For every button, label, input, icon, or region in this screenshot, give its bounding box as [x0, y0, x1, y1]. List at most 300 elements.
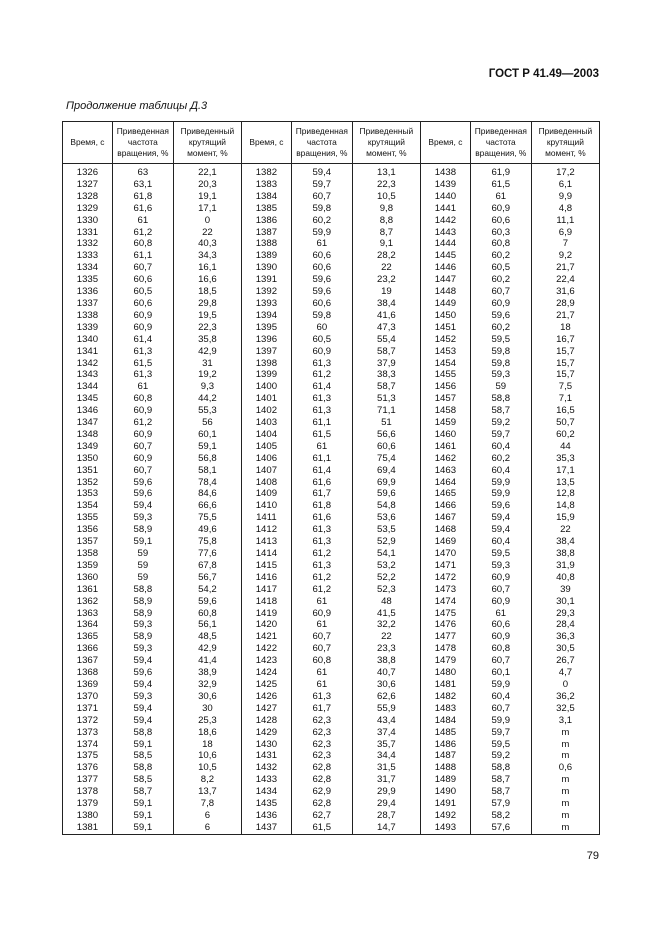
header-speed: Приведенная частота вращения, % [470, 122, 531, 164]
cell-speed: 60,4 [470, 691, 531, 703]
cell-speed: 59,8 [470, 346, 531, 358]
cell-speed: 58,9 [112, 608, 173, 620]
cell-speed: 60,3 [470, 227, 531, 239]
table-row [63, 274, 600, 286]
cell-time: 1341 [63, 346, 113, 358]
cell-torque: 6 [173, 810, 241, 822]
cell-torque: 52,3 [352, 584, 420, 596]
cell-time: 1428 [241, 715, 291, 727]
cell-speed: 59,4 [291, 164, 352, 179]
cell-time: 1406 [241, 453, 291, 465]
cell-time: 1368 [63, 667, 113, 679]
cell-torque: 41,4 [173, 655, 241, 667]
cell-torque: 7 [531, 238, 599, 250]
cell-time: 1419 [241, 608, 291, 620]
cell-speed: 60,2 [470, 322, 531, 334]
cell-speed: 58,8 [470, 393, 531, 405]
cell-torque: 40,7 [352, 667, 420, 679]
cell-speed: 59,1 [112, 810, 173, 822]
table-body [63, 164, 600, 835]
cell-time: 1349 [63, 441, 113, 453]
cell-torque: 12,8 [531, 488, 599, 500]
cell-speed: 57,6 [470, 822, 531, 834]
cell-speed: 60,6 [112, 274, 173, 286]
cell-torque: 56,1 [173, 619, 241, 631]
cell-speed: 62,3 [291, 715, 352, 727]
cell-torque: 60,2 [531, 429, 599, 441]
table-row [63, 465, 600, 477]
cell-torque: 58,7 [352, 346, 420, 358]
cell-speed: 60,4 [470, 465, 531, 477]
cell-speed: 60,6 [470, 215, 531, 227]
cell-torque: 28,2 [352, 250, 420, 262]
cell-torque: 20,3 [173, 179, 241, 191]
cell-time: 1332 [63, 238, 113, 250]
cell-speed: 60,2 [470, 274, 531, 286]
cell-time: 1346 [63, 405, 113, 417]
cell-time: 1337 [63, 298, 113, 310]
cell-speed: 61,7 [291, 488, 352, 500]
cell-torque: 35,8 [173, 334, 241, 346]
cell-speed: 58,8 [112, 584, 173, 596]
cell-torque: 15,7 [531, 369, 599, 381]
cell-speed: 58,8 [112, 762, 173, 774]
cell-time: 1417 [241, 584, 291, 596]
cell-time: 1423 [241, 655, 291, 667]
cell-speed: 60,6 [291, 298, 352, 310]
cell-speed: 60,7 [112, 262, 173, 274]
cell-time: 1357 [63, 536, 113, 548]
cell-torque: 30,5 [531, 643, 599, 655]
cell-time: 1333 [63, 250, 113, 262]
cell-time: 1482 [420, 691, 470, 703]
cell-time: 1365 [63, 631, 113, 643]
cell-time: 1351 [63, 465, 113, 477]
cell-time: 1461 [420, 441, 470, 453]
cell-speed: 59,6 [291, 274, 352, 286]
cell-speed: 61,6 [291, 477, 352, 489]
cell-time: 1327 [63, 179, 113, 191]
cell-torque: 0 [173, 215, 241, 227]
cell-time: 1433 [241, 774, 291, 786]
cell-speed: 61,5 [291, 429, 352, 441]
cell-speed: 59,6 [112, 667, 173, 679]
table-row [63, 441, 600, 453]
cell-torque: 32,2 [352, 619, 420, 631]
cell-torque: 66,6 [173, 500, 241, 512]
cell-speed: 59,8 [291, 310, 352, 322]
cell-time: 1407 [241, 465, 291, 477]
cell-time: 1375 [63, 750, 113, 762]
header-speed: Приведенная частота вращения, % [291, 122, 352, 164]
cell-speed: 60,6 [470, 619, 531, 631]
cell-time: 1414 [241, 548, 291, 560]
cell-speed: 58,9 [112, 631, 173, 643]
cell-speed: 60,9 [112, 405, 173, 417]
cell-time: 1424 [241, 667, 291, 679]
cell-torque: 59,6 [352, 488, 420, 500]
cell-time: 1355 [63, 512, 113, 524]
cell-speed: 61,3 [291, 393, 352, 405]
cell-torque: 30,6 [352, 679, 420, 691]
cell-speed: 61,2 [112, 227, 173, 239]
cell-speed: 59,3 [112, 691, 173, 703]
cell-time: 1470 [420, 548, 470, 560]
cell-time: 1342 [63, 358, 113, 370]
cell-speed: 60,7 [291, 643, 352, 655]
cell-torque: 25,3 [173, 715, 241, 727]
cell-torque: 18,5 [173, 286, 241, 298]
cell-speed: 62,7 [291, 810, 352, 822]
cell-speed: 59,4 [470, 512, 531, 524]
cell-time: 1451 [420, 322, 470, 334]
cell-time: 1348 [63, 429, 113, 441]
cell-torque: 53,2 [352, 560, 420, 572]
cell-torque: 28,9 [531, 298, 599, 310]
cell-torque: 6,1 [531, 179, 599, 191]
table-row [63, 286, 600, 298]
cell-speed: 60,9 [470, 572, 531, 584]
cell-speed: 60,9 [112, 453, 173, 465]
cell-torque: 40,8 [531, 572, 599, 584]
table-row [63, 810, 600, 822]
table-row [63, 560, 600, 572]
cell-torque: 23,2 [352, 274, 420, 286]
table-row [63, 334, 600, 346]
cell-torque: 9,8 [352, 203, 420, 215]
cell-speed: 58,7 [112, 786, 173, 798]
cell-speed: 58,7 [470, 774, 531, 786]
cell-speed: 61,5 [112, 358, 173, 370]
cell-time: 1484 [420, 715, 470, 727]
cell-time: 1353 [63, 488, 113, 500]
cell-torque: 53,5 [352, 524, 420, 536]
cell-torque: 51,3 [352, 393, 420, 405]
table-row [63, 429, 600, 441]
cell-torque: 22 [352, 262, 420, 274]
cell-speed: 59,3 [112, 512, 173, 524]
cell-time: 1483 [420, 703, 470, 715]
cell-time: 1396 [241, 334, 291, 346]
table-row [63, 572, 600, 584]
cell-time: 1473 [420, 584, 470, 596]
cell-speed: 61,1 [291, 417, 352, 429]
cell-speed: 61,3 [112, 369, 173, 381]
cell-torque: 43,4 [352, 715, 420, 727]
header-time: Время, с [420, 122, 470, 164]
cell-torque: 29,8 [173, 298, 241, 310]
cell-speed: 61 [470, 608, 531, 620]
cell-time: 1448 [420, 286, 470, 298]
cell-torque: 69,4 [352, 465, 420, 477]
cell-time: 1387 [241, 227, 291, 239]
cell-time: 1456 [420, 381, 470, 393]
cell-time: 1412 [241, 524, 291, 536]
cell-torque: 39 [531, 584, 599, 596]
cell-time: 1352 [63, 477, 113, 489]
cell-speed: 61,4 [291, 465, 352, 477]
cell-speed: 62,9 [291, 786, 352, 798]
cell-speed: 59,6 [112, 477, 173, 489]
cell-torque: 75,4 [352, 453, 420, 465]
cell-speed: 61,5 [470, 179, 531, 191]
cell-torque: 8,2 [173, 774, 241, 786]
cell-speed: 59,3 [470, 369, 531, 381]
cell-speed: 61,2 [291, 584, 352, 596]
cell-speed: 63 [112, 164, 173, 179]
cell-time: 1340 [63, 334, 113, 346]
cell-torque: 55,9 [352, 703, 420, 715]
cell-speed: 60,8 [291, 655, 352, 667]
cell-speed: 58,9 [112, 524, 173, 536]
cell-speed: 61,3 [291, 691, 352, 703]
cell-speed: 58,8 [112, 727, 173, 739]
cell-speed: 59 [112, 572, 173, 584]
cell-torque: m [531, 786, 599, 798]
cell-speed: 60,2 [291, 215, 352, 227]
cell-torque: 55,3 [173, 405, 241, 417]
table-row [63, 191, 600, 203]
cell-time: 1476 [420, 619, 470, 631]
table-row [63, 619, 600, 631]
cell-speed: 60,7 [470, 655, 531, 667]
cell-time: 1421 [241, 631, 291, 643]
table-row [63, 608, 600, 620]
table-row [63, 164, 600, 179]
cell-speed: 59,2 [470, 750, 531, 762]
cell-time: 1455 [420, 369, 470, 381]
cell-speed: 58,7 [470, 786, 531, 798]
cell-torque: 7,8 [173, 798, 241, 810]
cell-speed: 60,4 [470, 536, 531, 548]
cell-torque: 38,4 [352, 298, 420, 310]
cell-torque: 15,7 [531, 358, 599, 370]
cell-time: 1488 [420, 762, 470, 774]
cell-speed: 59,3 [112, 643, 173, 655]
cell-speed: 60,9 [470, 203, 531, 215]
standard-header: ГОСТ Р 41.49—2003 [488, 68, 599, 80]
cell-time: 1462 [420, 453, 470, 465]
cell-speed: 61,6 [112, 203, 173, 215]
cell-speed: 59,9 [470, 488, 531, 500]
table-row [63, 798, 600, 810]
cell-speed: 60 [291, 322, 352, 334]
cell-torque: 29,9 [352, 786, 420, 798]
cell-time: 1411 [241, 512, 291, 524]
cell-time: 1393 [241, 298, 291, 310]
cell-torque: 29,3 [531, 608, 599, 620]
cell-torque: 62,6 [352, 691, 420, 703]
cell-speed: 57,9 [470, 798, 531, 810]
header-time: Время, с [63, 122, 113, 164]
cell-torque: 8,7 [352, 227, 420, 239]
cell-time: 1460 [420, 429, 470, 441]
cell-torque: 44 [531, 441, 599, 453]
cell-speed: 61 [112, 215, 173, 227]
cell-torque: 30 [173, 703, 241, 715]
cell-time: 1395 [241, 322, 291, 334]
cell-speed: 59,9 [470, 715, 531, 727]
cell-speed: 59,6 [470, 310, 531, 322]
cell-torque: 56,6 [352, 429, 420, 441]
cell-time: 1363 [63, 608, 113, 620]
cell-speed: 60,8 [470, 238, 531, 250]
cell-speed: 61,4 [291, 381, 352, 393]
cell-speed: 59,3 [112, 619, 173, 631]
cell-speed: 60,7 [291, 631, 352, 643]
cell-torque: 35,3 [531, 453, 599, 465]
cell-speed: 59 [470, 381, 531, 393]
cell-speed: 59,8 [291, 203, 352, 215]
cell-torque: 36,2 [531, 691, 599, 703]
cell-time: 1471 [420, 560, 470, 572]
cell-torque: 38,8 [352, 655, 420, 667]
cell-torque: 35,7 [352, 739, 420, 751]
cell-speed: 60,4 [470, 441, 531, 453]
table-row [63, 679, 600, 691]
cell-torque: m [531, 727, 599, 739]
cell-time: 1493 [420, 822, 470, 834]
cell-time: 1410 [241, 500, 291, 512]
header-torque: Приведенный крутящий момент, % [173, 122, 241, 164]
cell-time: 1364 [63, 619, 113, 631]
table-row [63, 346, 600, 358]
cell-torque: 18,6 [173, 727, 241, 739]
cell-torque: 60,6 [352, 441, 420, 453]
cell-torque: 22,1 [173, 164, 241, 179]
cell-torque: 54,1 [352, 548, 420, 560]
cell-speed: 60,7 [291, 191, 352, 203]
table-row [63, 179, 600, 191]
cell-speed: 60,6 [112, 298, 173, 310]
cell-speed: 59,9 [291, 227, 352, 239]
cell-torque: 58,7 [352, 381, 420, 393]
cell-speed: 59,6 [470, 500, 531, 512]
cell-time: 1485 [420, 727, 470, 739]
cell-speed: 61 [291, 667, 352, 679]
cell-time: 1369 [63, 679, 113, 691]
cell-torque: 52,2 [352, 572, 420, 584]
cell-time: 1487 [420, 750, 470, 762]
table-row [63, 631, 600, 643]
cell-torque: 19 [352, 286, 420, 298]
cell-speed: 60,9 [112, 429, 173, 441]
cell-time: 1472 [420, 572, 470, 584]
cell-torque: m [531, 798, 599, 810]
cell-time: 1459 [420, 417, 470, 429]
cell-time: 1468 [420, 524, 470, 536]
cell-torque: 0 [531, 679, 599, 691]
cell-speed: 59,7 [291, 179, 352, 191]
cell-torque: 36,3 [531, 631, 599, 643]
table-row [63, 203, 600, 215]
cell-time: 1358 [63, 548, 113, 560]
cell-speed: 62,8 [291, 798, 352, 810]
cell-torque: 42,9 [173, 346, 241, 358]
cell-torque: 14,8 [531, 500, 599, 512]
cell-time: 1477 [420, 631, 470, 643]
cell-time: 1408 [241, 477, 291, 489]
cell-speed: 59,5 [470, 739, 531, 751]
cell-time: 1391 [241, 274, 291, 286]
cell-time: 1345 [63, 393, 113, 405]
cell-speed: 60,7 [470, 703, 531, 715]
cell-speed: 60,6 [291, 250, 352, 262]
cell-torque: 47,3 [352, 322, 420, 334]
cell-speed: 60,7 [470, 286, 531, 298]
cell-time: 1362 [63, 596, 113, 608]
cell-torque: 15,9 [531, 512, 599, 524]
cell-time: 1409 [241, 488, 291, 500]
table-row [63, 238, 600, 250]
table-row [63, 500, 600, 512]
cell-time: 1443 [420, 227, 470, 239]
cell-torque: 15,7 [531, 346, 599, 358]
cell-speed: 61 [291, 679, 352, 691]
cell-time: 1400 [241, 381, 291, 393]
cell-time: 1464 [420, 477, 470, 489]
cell-torque: 48 [352, 596, 420, 608]
cell-speed: 60,9 [470, 298, 531, 310]
cell-torque: 56,8 [173, 453, 241, 465]
cell-speed: 60,5 [470, 262, 531, 274]
cell-time: 1430 [241, 739, 291, 751]
cell-time: 1378 [63, 786, 113, 798]
cell-time: 1336 [63, 286, 113, 298]
cell-time: 1403 [241, 417, 291, 429]
cell-torque: 60,1 [173, 429, 241, 441]
cell-torque: 37,9 [352, 358, 420, 370]
cell-time: 1405 [241, 441, 291, 453]
cell-torque: 22 [352, 631, 420, 643]
cell-speed: 60,8 [112, 393, 173, 405]
cell-time: 1492 [420, 810, 470, 822]
cell-torque: 28,7 [352, 810, 420, 822]
cell-speed: 60,6 [291, 262, 352, 274]
cell-time: 1392 [241, 286, 291, 298]
cell-torque: 9,9 [531, 191, 599, 203]
cell-torque: 7,5 [531, 381, 599, 393]
table-caption: Продолжение таблицы Д.3 [66, 100, 208, 112]
cell-time: 1384 [241, 191, 291, 203]
cell-torque: 11,1 [531, 215, 599, 227]
cell-time: 1475 [420, 608, 470, 620]
cell-time: 1385 [241, 203, 291, 215]
cell-speed: 60,5 [112, 286, 173, 298]
cell-torque: 0,6 [531, 762, 599, 774]
cell-speed: 60,2 [470, 250, 531, 262]
cell-torque: 55,4 [352, 334, 420, 346]
cell-time: 1401 [241, 393, 291, 405]
cell-speed: 59,5 [470, 548, 531, 560]
cell-speed: 59,2 [470, 417, 531, 429]
cell-time: 1427 [241, 703, 291, 715]
cell-torque: 67,8 [173, 560, 241, 572]
data-table [62, 121, 600, 835]
cell-speed: 58,8 [470, 762, 531, 774]
cell-speed: 58,2 [470, 810, 531, 822]
cell-speed: 61 [291, 619, 352, 631]
cell-speed: 59,4 [112, 679, 173, 691]
cell-time: 1354 [63, 500, 113, 512]
cell-time: 1463 [420, 465, 470, 477]
cell-speed: 60,7 [112, 465, 173, 477]
cell-torque: 84,6 [173, 488, 241, 500]
cell-speed: 59,7 [470, 727, 531, 739]
cell-torque: 59,1 [173, 441, 241, 453]
cell-speed: 61,3 [291, 536, 352, 548]
cell-torque: 75,8 [173, 536, 241, 548]
